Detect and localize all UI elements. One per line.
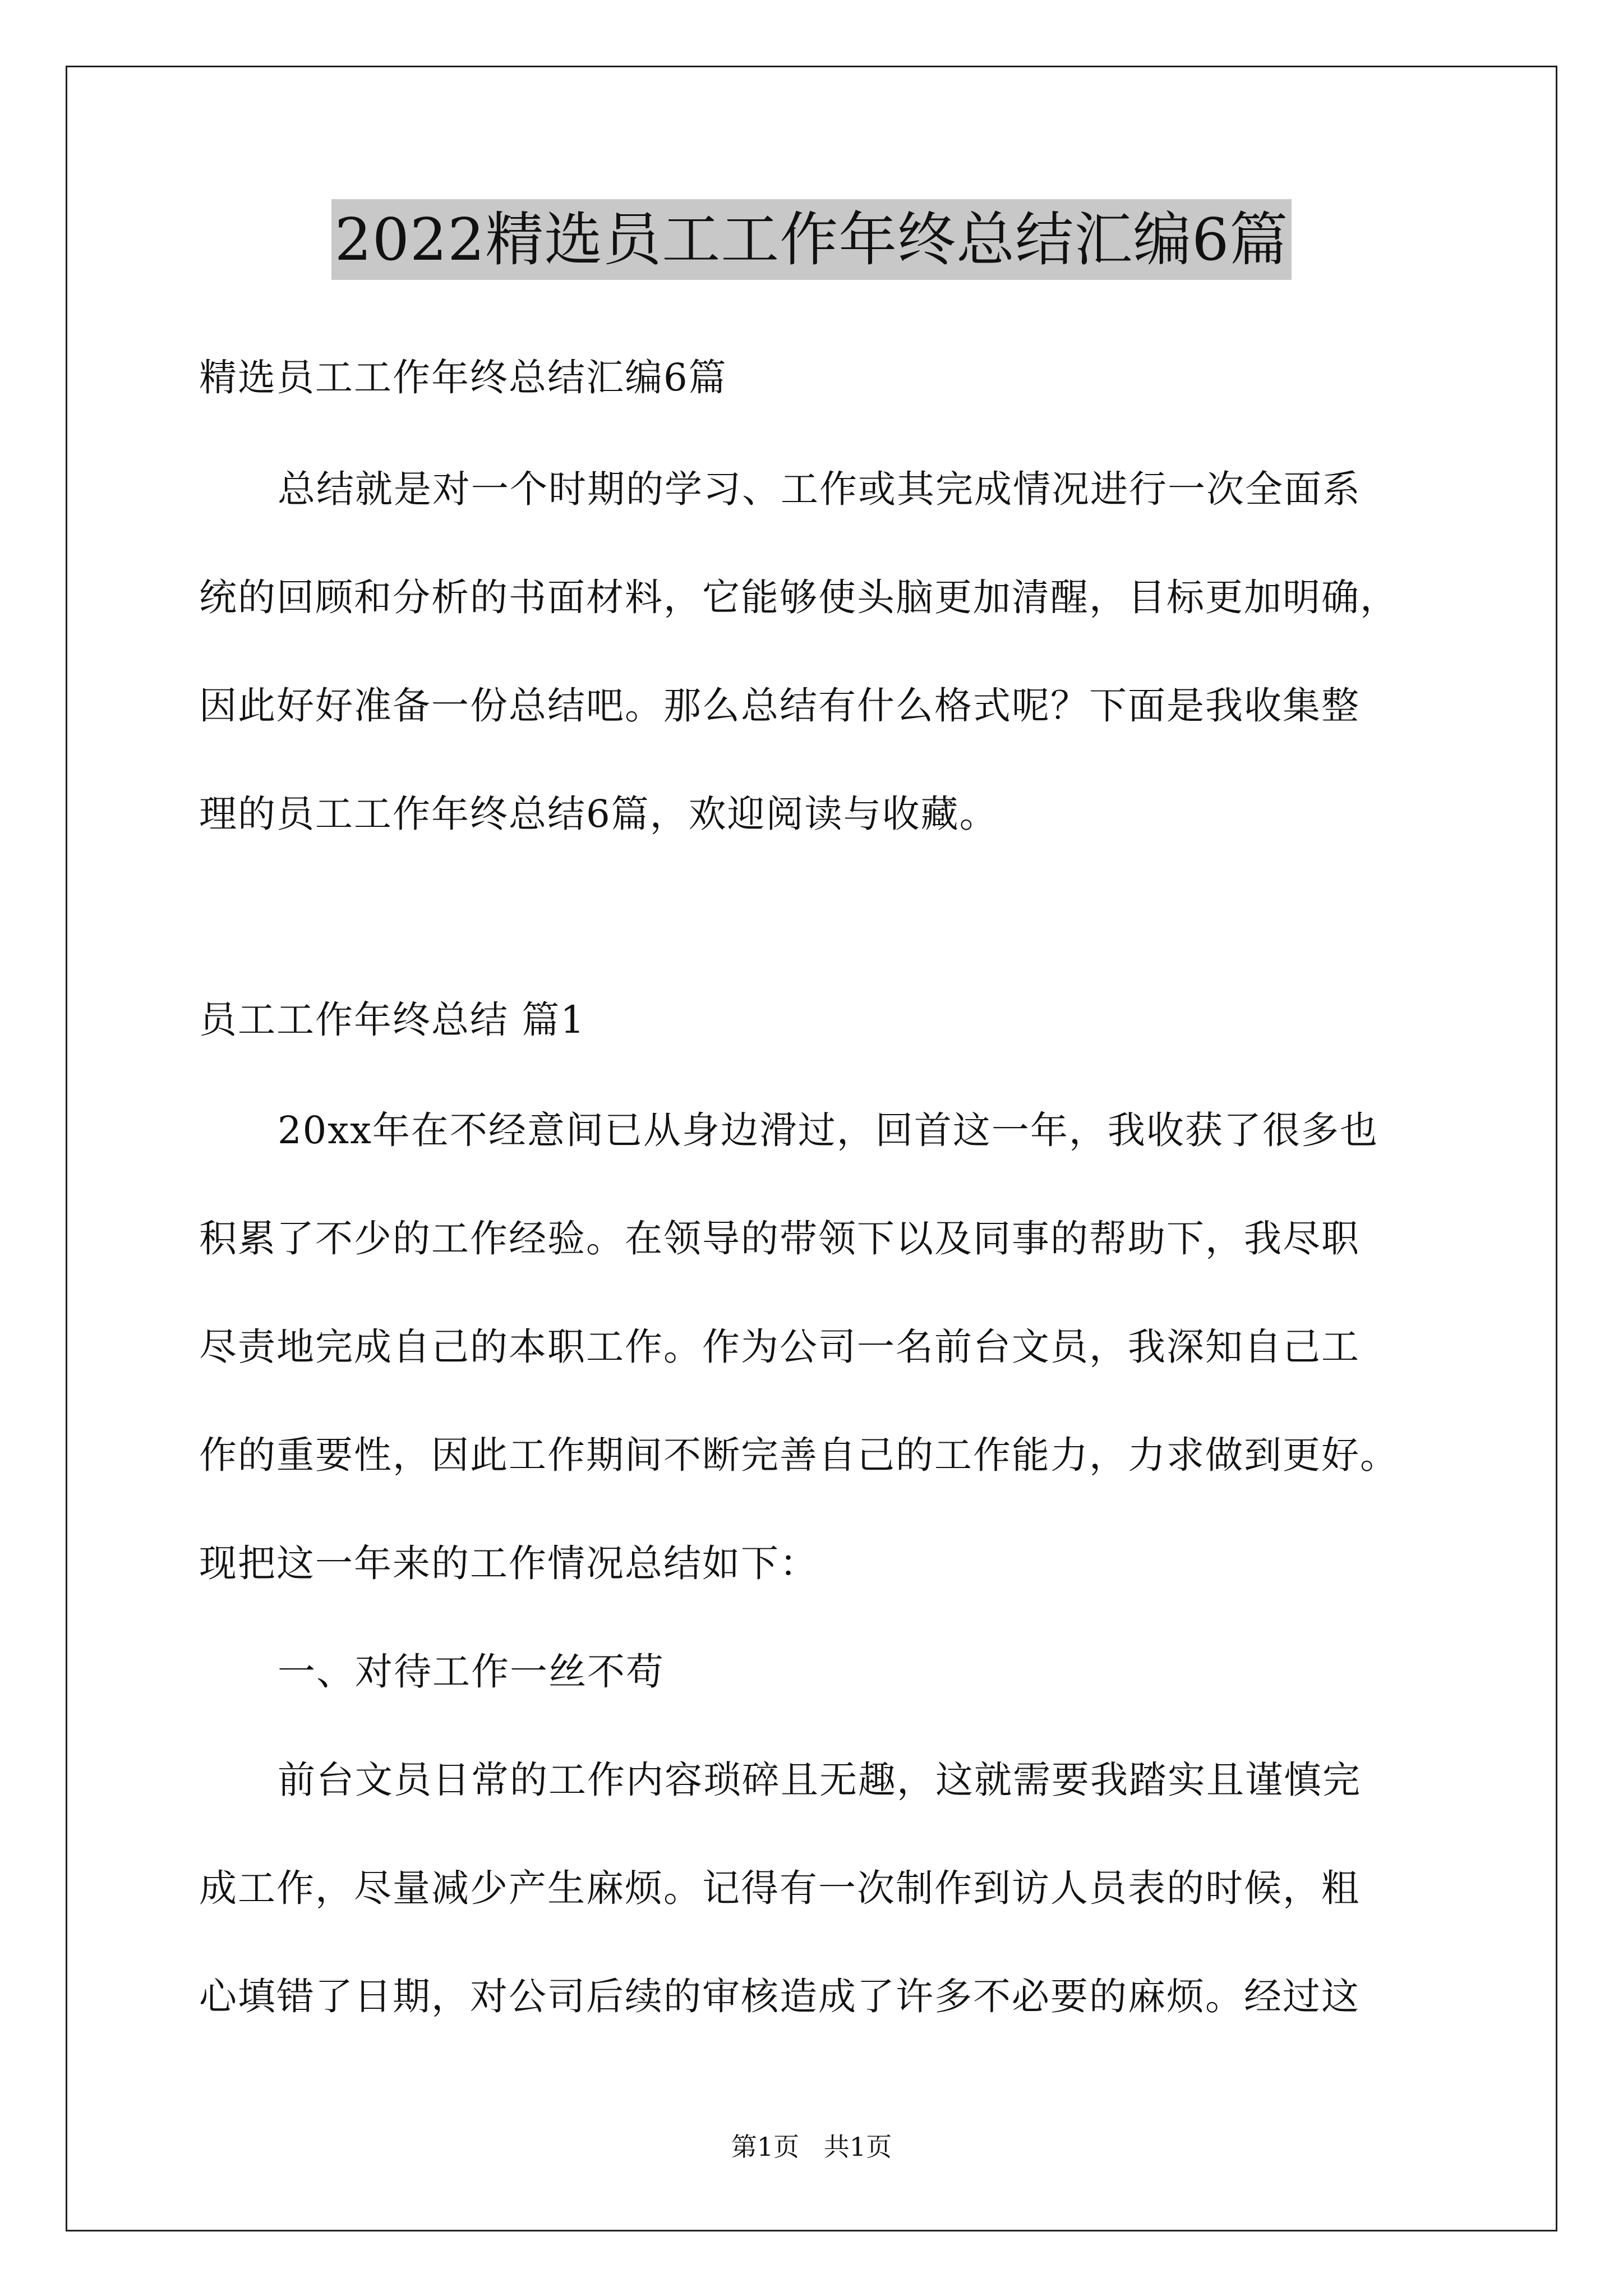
body-line: 前台文员日常的工作内容琐碎且无趣，这就需要我踏实且谨慎完: [278, 1758, 1361, 1802]
body-line: 成工作，尽量减少产生麻烦。记得有一次制作到访人员表的时候，粗: [199, 1866, 1360, 1910]
body-line: 心填错了日期，对公司后续的审核造成了许多不必要的麻烦。经过这: [199, 1975, 1360, 2018]
title-container: [0, 199, 1623, 280]
body-line: 作的重要性，因此工作期间不断完善自己的工作能力，力求做到更好。: [199, 1433, 1399, 1477]
section-heading: 员工工作年终总结 篇1: [199, 998, 585, 1042]
intro-line: 统的回顾和分析的书面材料，它能够使头脑更加清醒，目标更加明确，: [199, 576, 1399, 619]
body-line: 尽责地完成自己的本职工作。作为公司一名前台文员，我深知自己工: [199, 1325, 1360, 1369]
body-line: 20xx年在不经意间已从身边滑过，回首这一年，我收获了很多也: [278, 1108, 1378, 1152]
document-title: 2022精选员工工作年终总结汇编6篇: [331, 199, 1292, 280]
document-subtitle: 精选员工工作年终总结汇编6篇: [199, 356, 727, 399]
page-footer: 第1页 共1页: [731, 2132, 892, 2162]
intro-line: 理的员工工作年终总结6篇，欢迎阅读与收藏。: [199, 792, 998, 836]
body-line: 积累了不少的工作经验。在领导的带领下以及同事的帮助下，我尽职: [199, 1217, 1360, 1260]
body-line: 一、对待工作一丝不苟: [278, 1650, 665, 1694]
intro-line: 总结就是对一个时期的学习、工作或其完成情况进行一次全面系: [278, 467, 1361, 511]
body-line: 现把这一年来的工作情况总结如下：: [199, 1542, 818, 1585]
intro-line: 因此好好准备一份总结吧。那么总结有什么格式呢？下面是我收集整: [199, 684, 1360, 728]
